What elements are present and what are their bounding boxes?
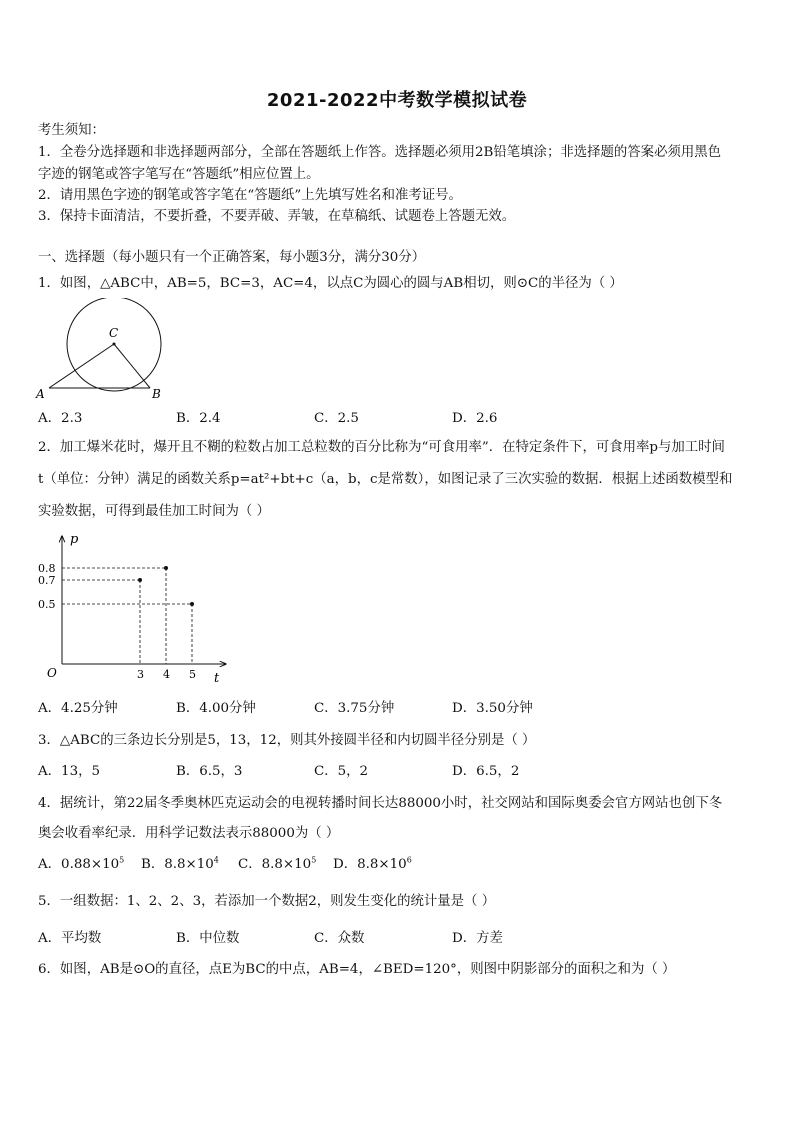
q1-option-d[interactable]: D．2.6	[452, 411, 498, 426]
notice-item-2: 2．请用黑色字迹的钢笔或答字笔在“答题纸”上先填写姓名和准考证号。	[38, 188, 462, 203]
question-2-line-2: t（单位：分钟）满足的函数关系p=at²+bt+c（a，b，c是常数），如图记录了三次实验的数据．根据上述函数模型和	[38, 472, 733, 487]
q3-option-d[interactable]: D．6.5，2	[452, 764, 520, 779]
y-tick-label: 0.8	[38, 562, 56, 575]
q1-option-b[interactable]: B．2.4	[176, 411, 221, 426]
data-point	[138, 578, 142, 582]
q3-option-c[interactable]: C．5，2	[314, 764, 369, 779]
data-point	[164, 566, 168, 570]
q5-option-a[interactable]: A．平均数	[38, 931, 102, 946]
q5-option-b[interactable]: B．中位数	[176, 931, 240, 946]
label-c: C	[109, 326, 119, 340]
center-point	[113, 343, 116, 346]
q1-option-a[interactable]: A．2.3	[38, 411, 83, 426]
notice-item-3: 3．保持卡面清洁，不要折叠，不要弄破、弄皱，在草稿纸、试题卷上答题无效。	[38, 209, 516, 224]
q4-option-c[interactable]	[238, 853, 316, 872]
question-1-stem: 1．如图，△ABC中，AB=5，BC=3，AC=4，以点C为圆心的圆与AB相切，则⊙C的半径为（ ）	[38, 276, 623, 291]
q5-option-c[interactable]: C．众数	[314, 931, 365, 946]
p-t-chart	[30, 528, 240, 688]
q2-option-c[interactable]: C．3.75分钟	[314, 701, 395, 716]
label-a: A	[36, 387, 45, 401]
guide-lines	[62, 568, 192, 664]
question-2-line-1: 2．加工爆米花时，爆开且不糊的粒数占加工总粒数的百分比称为“可食用率”．在特定条件下，可食用率p与加工时间	[38, 440, 725, 455]
question-5-stem: 5．一组数据：1、2、2、3，若添加一个数据2，则发生变化的统计量是（ ）	[38, 894, 496, 909]
q4-option-a[interactable]	[38, 853, 124, 872]
page-title: 2021-2022中考数学模拟试卷	[266, 90, 528, 111]
y-tick-label: 0.5	[38, 598, 56, 611]
q4-option-b[interactable]	[141, 853, 219, 872]
x-axis-label: t	[214, 671, 220, 686]
y-tick-label: 0.7	[38, 574, 56, 587]
q3-option-b[interactable]: B．6.5，3	[176, 764, 243, 779]
question-4-line-2: 奥会收看率纪录．用科学记数法表示88000为（ ）	[38, 826, 340, 841]
side-ac	[49, 344, 114, 388]
q4-option-a-exp: 5	[119, 855, 125, 865]
q4-option-d-base: D．8.8×10	[333, 857, 407, 872]
q2-option-d[interactable]: D．3.50分钟	[452, 701, 533, 716]
q5-option-d[interactable]: D．方差	[452, 931, 503, 946]
q4-option-b-base: B．8.8×10	[141, 857, 214, 872]
data-point	[190, 602, 194, 606]
circle-triangle-figure	[30, 298, 170, 402]
q4-option-d-exp: 6	[406, 855, 412, 865]
q4-option-b-exp: 4	[213, 855, 219, 865]
notice-heading: 考生须知：	[38, 123, 105, 138]
question-3-stem: 3．△ABC的三条边长分别是5，13，12，则其外接圆半径和内切圆半径分别是（ ）	[38, 733, 536, 748]
notice-item-1: 1．全卷分选择题和非选择题两部分，全部在答题纸上作答。选择题必须用2B铅笔填涂；非选择题的答案必须用黑色	[38, 145, 722, 160]
q3-option-a[interactable]: A．13，5	[38, 764, 101, 779]
q2-option-a[interactable]: A．4.25分钟	[38, 701, 118, 716]
side-bc	[114, 344, 150, 388]
notice-item-1-cont: 字迹的钢笔或答字笔写在“答题纸”相应位置上。	[38, 167, 320, 182]
origin-label: O	[47, 666, 57, 680]
question-2-line-3: 实验数据，可得到最佳加工时间为（ ）	[38, 504, 270, 519]
x-tick-label: 4	[163, 668, 170, 681]
x-tick-label: 3	[137, 668, 144, 681]
q4-option-c-base: C．8.8×10	[238, 857, 312, 872]
q2-option-b[interactable]: B．4.00分钟	[176, 701, 256, 716]
q4-option-d[interactable]	[333, 853, 412, 872]
q4-option-a-base: A．0.88×10	[38, 857, 120, 872]
section-heading: 一、选择题（每小题只有一个正确答案，每小题3分，满分30分）	[38, 250, 426, 265]
label-b: B	[152, 387, 161, 401]
question-4-line-1: 4．据统计，第22届冬季奥林匹克运动会的电视转播时间长达88000小时，社交网站和国际奥委会官方网站也创下冬	[38, 796, 723, 811]
question-6-stem: 6．如图，AB是⊙O的直径，点E为BC的中点，AB=4，∠BED=120°，则图中阴影部分的面积之和为（ ）	[38, 962, 676, 977]
x-tick-label: 5	[189, 668, 196, 681]
q1-option-c[interactable]: C．2.5	[314, 411, 359, 426]
q4-option-c-exp: 5	[311, 855, 317, 865]
y-axis-label: p	[70, 532, 79, 547]
